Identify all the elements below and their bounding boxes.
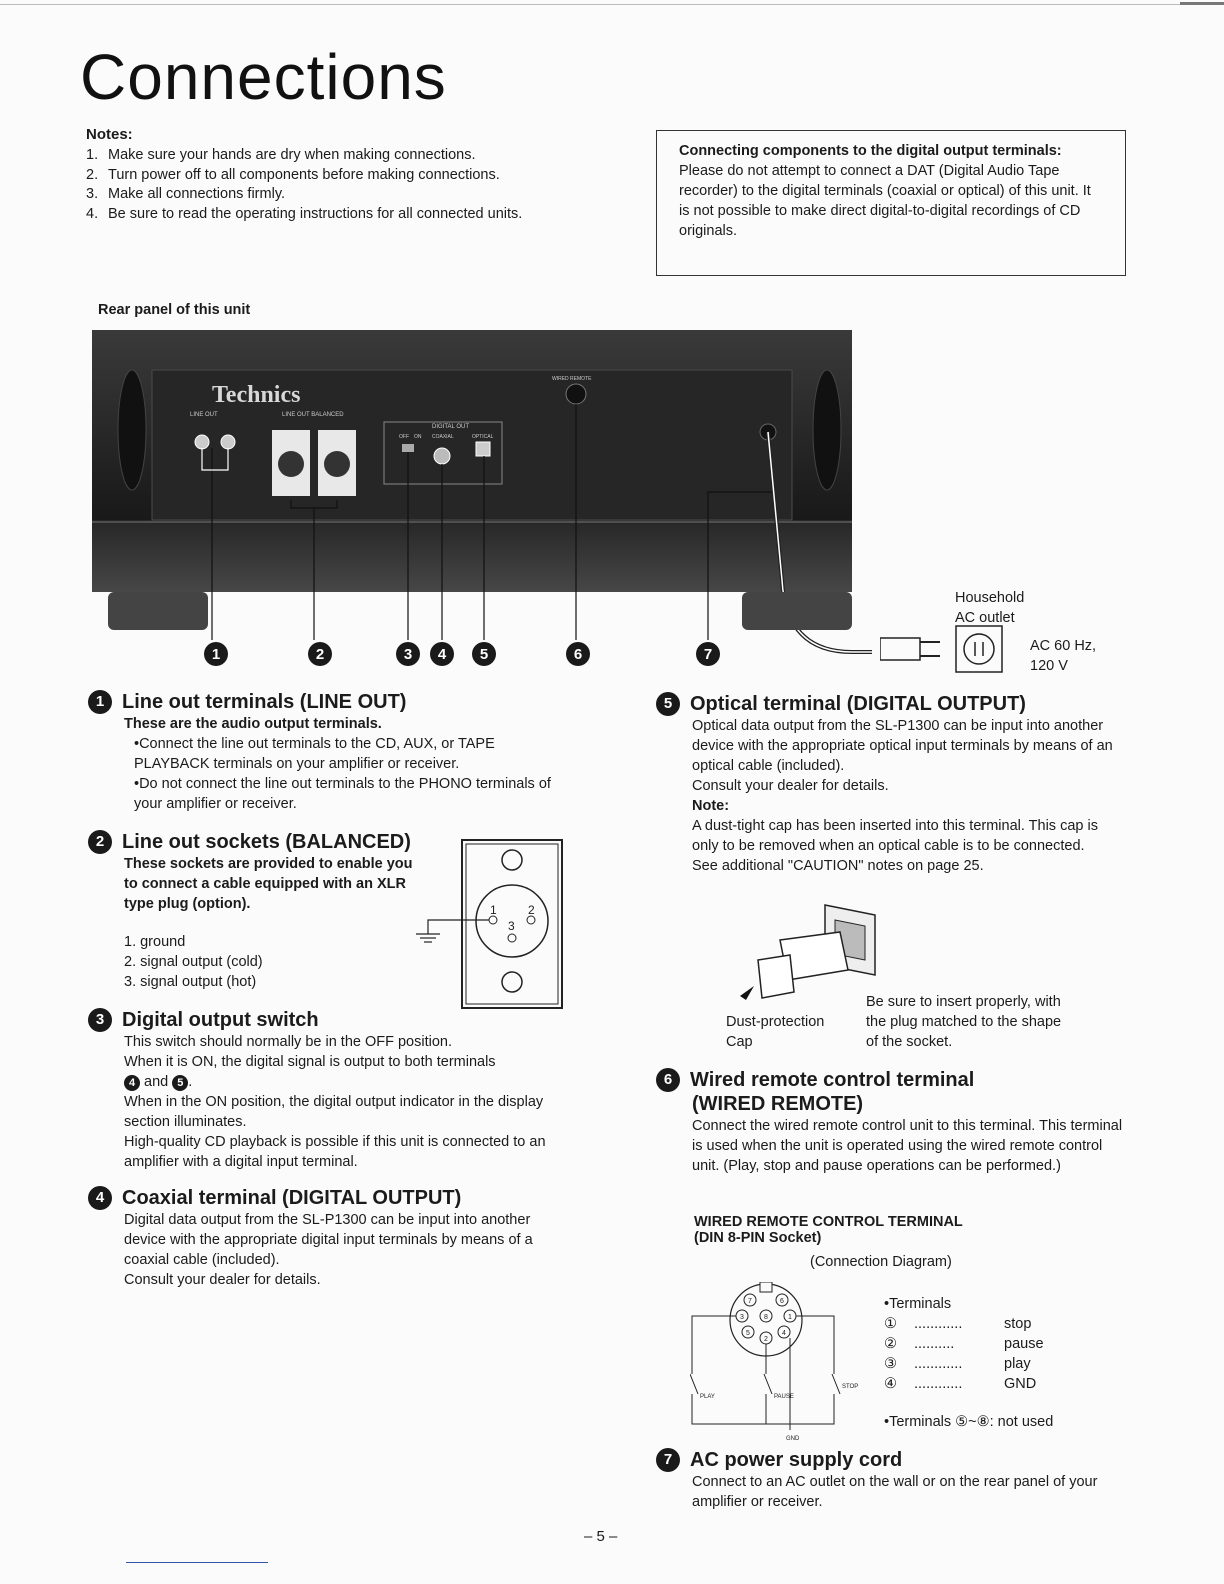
rear-panel-label: Rear panel of this unit	[98, 302, 251, 318]
svg-text:8: 8	[764, 1314, 768, 1321]
section-line-out: 1 Line out terminals (LINE OUT) These are the audio output terminals. •Connect the line out terminals to the CD, AUX, or TAPE PLAYBACK terminals on your amplifier or receiver. •Do not connect the line out terminals to the PHONO terminals of your amplifier or receiver.	[124, 690, 564, 814]
list-item: 1. Make sure your hands are dry when making connections.	[86, 147, 476, 163]
insert-instruction: Be sure to insert properly, with the plug matched to the shape of the socket.	[866, 994, 1062, 1050]
section-heading: 1 Line out terminals (LINE OUT)	[88, 690, 564, 714]
svg-text:LINE OUT BALANCED: LINE OUT BALANCED	[282, 412, 344, 418]
section-heading: 4 Coaxial terminal (DIGITAL OUTPUT)	[88, 1186, 564, 1210]
dust-cap-label: Dust-protection Cap	[726, 1014, 825, 1050]
svg-text:7: 7	[748, 1298, 752, 1305]
svg-text:ON: ON	[414, 434, 422, 440]
plug-outlet-illustration	[880, 620, 1020, 676]
callout-6: 6	[566, 642, 590, 666]
rear-panel-illustration	[92, 330, 872, 660]
household-outlet-label: Household AC outlet	[955, 590, 1025, 626]
callout-2: 2	[308, 642, 332, 666]
list-item: 2. Turn power off to all components before making connections.	[86, 166, 500, 183]
page-title: Connections	[80, 41, 447, 113]
section-ac-cord: 7 AC power supply cord Connect to an AC outlet on the wall or on the rear panel of your amplifier or receiver.	[692, 1448, 1128, 1512]
list-item: ② .......... pause	[884, 1336, 1044, 1352]
section-heading: 7 AC power supply cord	[656, 1448, 1128, 1472]
terminal-list: •Terminals ① ............ stop ② .......... pause ③ ............ play ④ ............ GND	[884, 1294, 1084, 1394]
svg-text:1: 1	[788, 1314, 792, 1321]
digital-output-switch	[402, 444, 414, 452]
notes-heading: Notes:	[86, 126, 133, 143]
svg-text:WIRED REMOTE: WIRED REMOTE	[552, 376, 592, 382]
svg-text:DIGITAL OUT: DIGITAL OUT	[432, 424, 470, 430]
svg-text:3: 3	[508, 919, 515, 933]
line-out-jack-r	[221, 435, 235, 449]
section-coaxial: 4 Coaxial terminal (DIGITAL OUTPUT) Digital data output from the SL-P1300 can be input into another device with the appropriate digital input terminals by means of a coaxial cable (included). Consult your dealer for details.	[124, 1186, 564, 1290]
list-item: ③ ............ play	[884, 1356, 1031, 1372]
bottom-rule	[126, 1562, 268, 1563]
svg-text:2: 2	[764, 1336, 768, 1343]
xlr-diagram	[410, 838, 566, 1014]
section-heading: 3 Digital output switch	[88, 1008, 554, 1032]
section-heading: 2 Line out sockets (BALANCED)	[88, 830, 428, 854]
arrow-icon	[740, 986, 754, 1000]
callout-5: 5	[472, 642, 496, 666]
svg-text:PLAY: PLAY	[700, 1394, 715, 1400]
pause-switch-icon	[764, 1374, 772, 1394]
ac-rating-label: AC 60 Hz, 120 V	[1030, 638, 1097, 674]
callout-7: 7	[696, 642, 720, 666]
svg-text:OPTICAL: OPTICAL	[472, 434, 494, 440]
digital-output-warning-box	[656, 130, 1126, 276]
top-edge-mark	[1180, 2, 1224, 5]
section-heading: 6 Wired remote control terminal	[656, 1068, 1128, 1092]
callout-4: 4	[430, 642, 454, 666]
svg-text:6: 6	[780, 1298, 784, 1305]
din-heading: WIRED REMOTE CONTROL TERMINAL (DIN 8-PIN Socket)	[694, 1214, 963, 1246]
list-item: ① ............ stop	[884, 1316, 1032, 1332]
connection-diagram-label: (Connection Diagram)	[810, 1254, 952, 1270]
svg-text:1: 1	[490, 903, 497, 917]
svg-text:4: 4	[782, 1330, 786, 1337]
callout-1: 1	[204, 642, 228, 666]
svg-text:2: 2	[528, 903, 535, 917]
line-out-jack-l	[195, 435, 209, 449]
svg-text:COAXIAL: COAXIAL	[432, 434, 454, 440]
plug-icon	[880, 638, 920, 660]
play-switch-icon	[690, 1374, 698, 1394]
callout-3: 3	[396, 642, 420, 666]
list-item: 3. Make all connections firmly.	[86, 186, 286, 202]
svg-text:GND: GND	[786, 1436, 800, 1442]
section-optical: 5 Optical terminal (DIGITAL OUTPUT) Optical data output from the SL-P1300 can be input into another device with the appropriate optical input terminals by means of an optical cable (included). Consult your dealer for details. Note: A dust-tight cap has been inserted into this terminal. This cap is only to be removed when an optical cable is to be connected. See additional "CAUTION" notes on page 25.	[692, 692, 1128, 876]
svg-text:5: 5	[746, 1330, 750, 1337]
stop-switch-icon	[832, 1374, 840, 1394]
svg-text:OFF: OFF	[399, 434, 409, 440]
warning-heading: Connecting components to the digital output terminals:	[679, 143, 1062, 159]
ac-outlet-icon	[956, 626, 1002, 672]
coaxial-jack	[434, 448, 450, 464]
list-item: ④ ............ GND	[884, 1376, 1037, 1392]
top-edge-line	[0, 4, 1224, 5]
page-number: – 5 –	[584, 1528, 618, 1545]
dust-cap	[758, 955, 794, 998]
section-digital-switch: 3 Digital output switch This switch should normally be in the OFF position. When it is ON, the digital signal is output to both terminals 4 and 5 . When in the ON position, the digital output indicator in the display section illuminates. High-quality CD playback is possible if this unit is connected to an amplifier with a digital input terminal.	[124, 1008, 554, 1172]
notes-list	[86, 146, 566, 224]
optical-terminal	[476, 442, 490, 456]
din-connection-diagram	[690, 1282, 880, 1446]
svg-text:STOP: STOP	[842, 1384, 859, 1390]
svg-text:3: 3	[740, 1314, 744, 1321]
list-item: 4. Be sure to read the operating instructions for all connected units.	[86, 205, 523, 222]
svg-text:LINE OUT: LINE OUT	[190, 412, 218, 418]
brand-logo: Technics	[212, 382, 301, 408]
warning-body: Please do not attempt to connect a DAT (Digital Audio Tape recorder) to the digital terminals (coaxial or optical) of this unit. It is not possible to make direct digital-to-digital recordings of CD originals.	[679, 163, 1091, 239]
wired-remote-jack	[566, 384, 586, 404]
svg-text:PAUSE: PAUSE	[774, 1394, 794, 1400]
section-wired-remote: 6 Wired remote control terminal (WIRED REMOTE) Connect the wired remote control unit to this terminal. This terminal is used when the unit is operated using the wired remote control unit. (Play, stop and pause operations can be performed.)	[692, 1068, 1128, 1176]
section-balanced: 2 Line out sockets (BALANCED) These sockets are provided to enable you to connect a cable equipped with an XLR type plug (option). 1. ground 2. signal output (cold) 3. signal output (hot)	[124, 830, 424, 992]
section-heading: 5 Optical terminal (DIGITAL OUTPUT)	[656, 692, 1128, 716]
terminals-not-used: •Terminals ⑤~⑧: not used	[884, 1414, 1054, 1430]
